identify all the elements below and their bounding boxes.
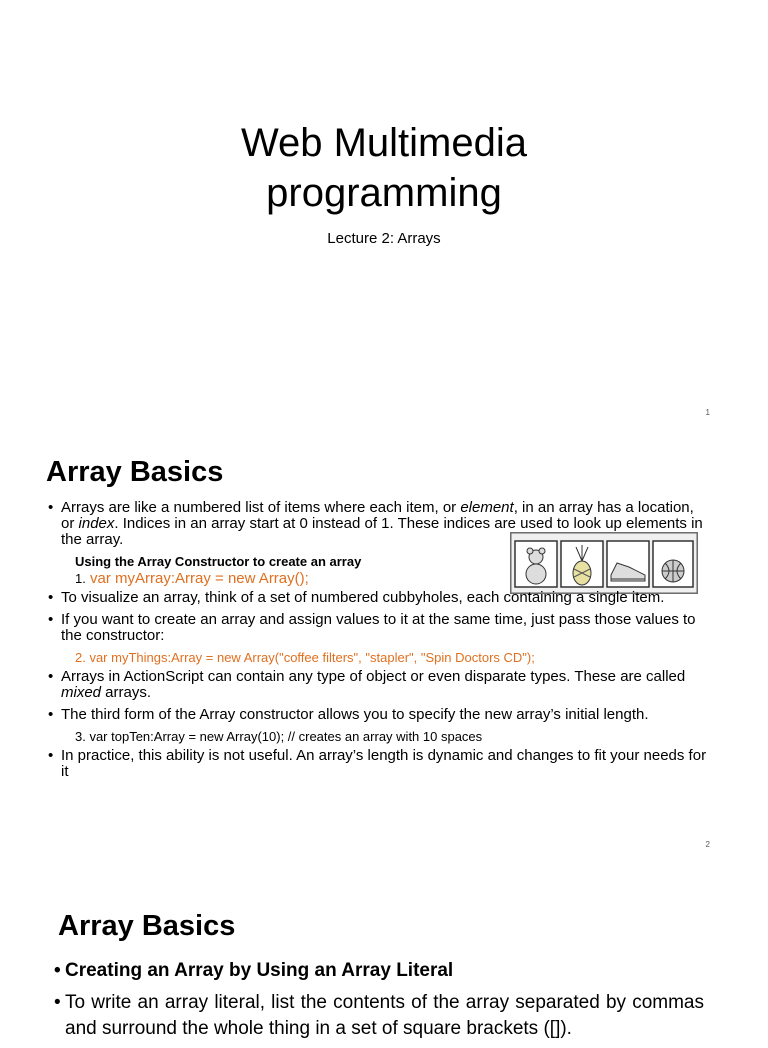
slide-2 [0, 432, 768, 864]
title-line-2: programming [266, 171, 502, 215]
page-number: 1 [705, 408, 710, 417]
bullet-arrays-definition: • Arrays are like a numbered list of items where each item, or element, in an array has a location, or index. Indices in an array start at 0 instead of 1. These indices are used to look up elements in the array. [48, 499, 703, 548]
bullet-cubbyholes: • To visualize an array, think of a set of numbered cubbyholes, each containing a single item. [48, 589, 665, 606]
slide-heading: Array Basics [58, 910, 236, 942]
bullet-assign-values: • If you want to create an array and assign values to it at the same time, just pass those values to the constructor: [48, 611, 696, 644]
title-line-1: Web Multimedia [240, 121, 528, 165]
slide-body [48, 500, 708, 786]
code-example-1: 1. var myArray:Array = new Array(); [75, 570, 309, 587]
page-number: 2 [705, 840, 710, 849]
slide-heading: Array Basics [46, 456, 224, 488]
slide-subtitle: Lecture 2: Arrays [327, 230, 441, 247]
bullet-dot: • [48, 499, 54, 516]
bullet-in-practice: • In practice, this ability is not useful. An array’s length is dynamic and changes to fit your needs for it [48, 747, 707, 780]
bullet-third-form: • The third form of the Array constructor allows you to specify the new array’s initial length. [48, 706, 649, 723]
bullet-mixed-arrays: • Arrays in ActionScript can contain any type of object or even disparate types. These are called mixed arrays. [48, 668, 686, 701]
slide-1 [0, 0, 768, 432]
constructor-subheading: Using the Array Constructor to create an array [75, 554, 362, 569]
bullet-write-literal: • To write an array literal, list the contents of the array separated by commas and surround the whole thing in a set of square brackets ([]). [54, 992, 704, 1039]
code-example-2: 2. var myThings:Array = new Array("coffee filters", "stapler", "Spin Doctors CD"); [75, 650, 535, 665]
slide-title [0, 118, 768, 218]
slide-body [54, 958, 704, 1048]
bullet-array-literal: • Creating an Array by Using an Array Literal [54, 960, 454, 981]
slide-3 [0, 864, 768, 1039]
code-example-3: 3. var topTen:Array = new Array(10); // creates an array with 10 spaces [75, 729, 483, 744]
